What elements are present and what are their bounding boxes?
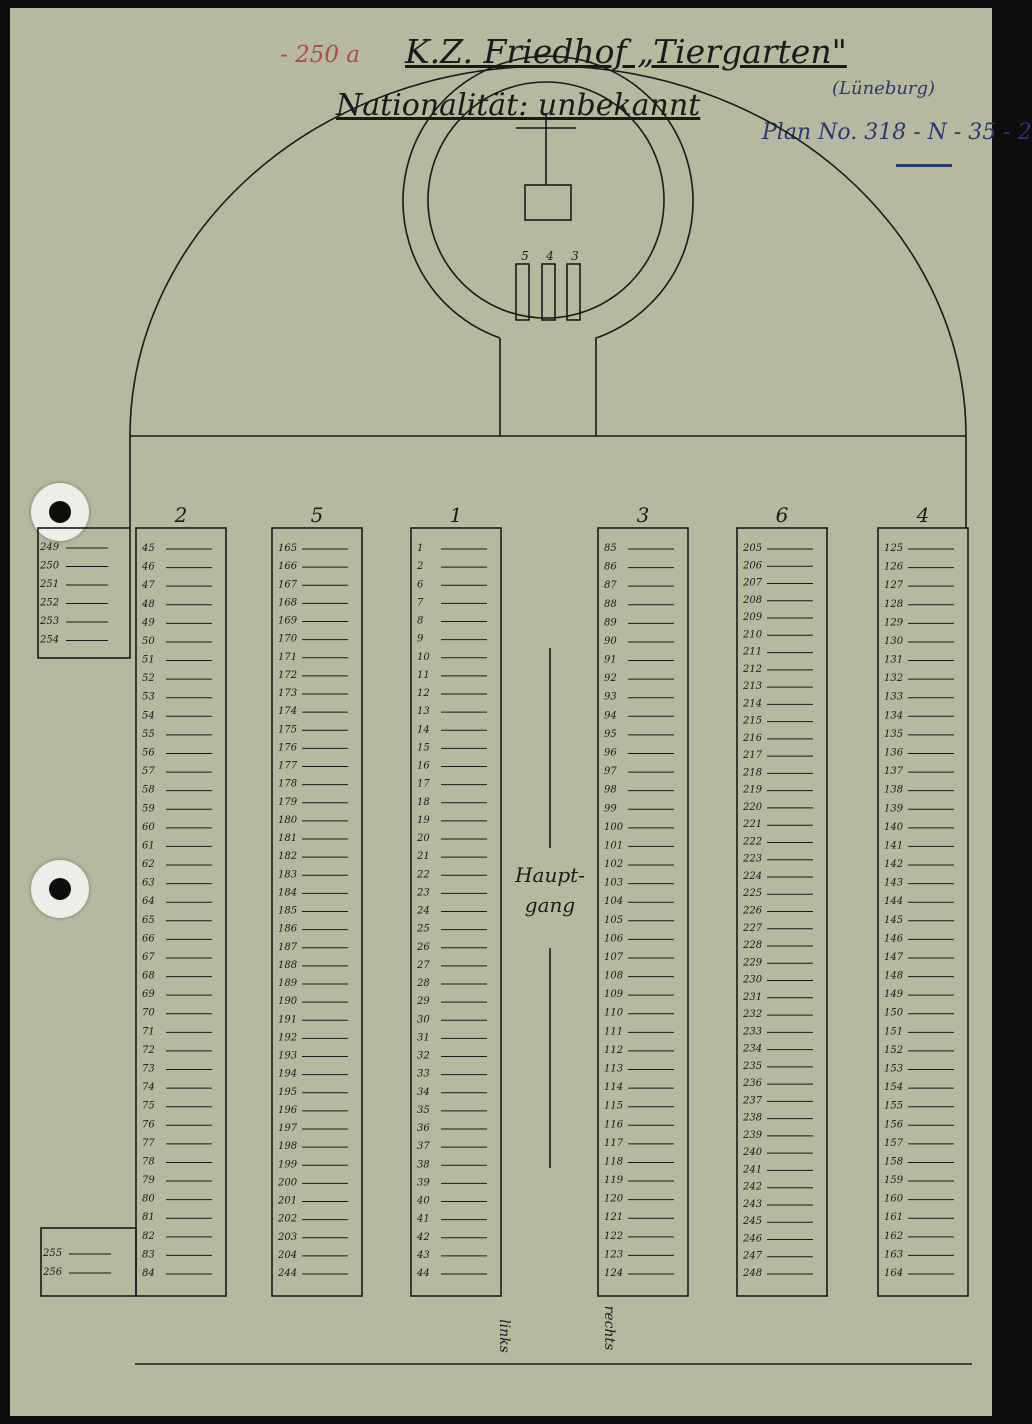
grave-number: 174	[278, 706, 298, 718]
grave-number: 111	[604, 1026, 624, 1038]
grave-number: 126	[884, 561, 904, 573]
grave-number: 66	[142, 933, 155, 945]
field-label: 2	[174, 503, 188, 527]
grave-number: 215	[743, 715, 763, 727]
grave-number: 17	[417, 778, 430, 790]
grave-number: 64	[142, 896, 155, 908]
grave-number: 38	[417, 1159, 430, 1171]
grave-number: 65	[142, 914, 155, 926]
aisle-label-haupt: Haupt-	[515, 863, 585, 887]
grave-number: 149	[884, 989, 904, 1001]
grave-number: 177	[278, 760, 298, 772]
grave-number: 185	[278, 905, 298, 917]
grave-number: 214	[743, 698, 763, 710]
grave-number: 184	[278, 887, 298, 899]
grave-number: 105	[604, 914, 624, 926]
grave-number: 37	[417, 1141, 430, 1153]
grave-number: 172	[278, 669, 298, 681]
grave-number: 137	[884, 766, 904, 778]
grave-number: 23	[417, 887, 430, 899]
grave-number: 10	[417, 651, 430, 663]
grave-number: 53	[142, 691, 155, 703]
grave-number: 154	[884, 1082, 904, 1094]
grave-number: 162	[884, 1230, 904, 1242]
grave-number: 168	[278, 597, 298, 609]
grave-number: 25	[417, 923, 430, 935]
side-block-bottom	[41, 1228, 136, 1296]
grave-number: 44	[417, 1268, 430, 1279]
grave-number: 119	[604, 1175, 624, 1187]
grave-number: 31	[417, 1032, 430, 1044]
grave-number: 240	[743, 1147, 763, 1159]
grave-number: 246	[743, 1233, 763, 1245]
grave-number: 224	[743, 870, 763, 882]
grave-number: 153	[884, 1063, 904, 1075]
memorial-grave-3	[567, 264, 580, 320]
grave-number: 15	[417, 742, 430, 754]
grave-number: 209	[743, 612, 763, 624]
grave-number: 160	[884, 1193, 904, 1205]
grave-number: 131	[884, 654, 904, 666]
grave-number: 192	[278, 1032, 298, 1044]
grave-number: 256	[43, 1267, 63, 1278]
memorial-grave-label: 4	[546, 249, 554, 263]
grave-number: 24	[417, 905, 430, 917]
grave-number: 112	[604, 1044, 624, 1056]
grave-number: 62	[142, 859, 155, 871]
grave-number: 197	[278, 1123, 298, 1134]
grave-number: 249	[40, 542, 60, 553]
grave-number: 49	[142, 617, 155, 629]
grave-number: 28	[417, 978, 430, 989]
grave-number: 117	[604, 1137, 624, 1149]
grave-number: 50	[142, 635, 155, 647]
grave-number: 22	[417, 869, 430, 881]
grave-number: 94	[604, 710, 617, 722]
grave-number: 57	[142, 766, 155, 778]
grave-number: 12	[417, 688, 430, 699]
grave-number: 201	[278, 1195, 298, 1207]
grave-number: 245	[743, 1216, 763, 1228]
grave-number: 46	[142, 561, 155, 573]
grave-number: 180	[278, 814, 298, 826]
grave-number: 103	[604, 877, 624, 889]
grave-number: 222	[743, 836, 763, 848]
grave-number: 18	[417, 796, 430, 808]
grave-number: 194	[278, 1068, 298, 1080]
grave-number: 80	[142, 1193, 155, 1205]
field-label: 5	[310, 503, 324, 527]
grave-number: 114	[604, 1082, 624, 1094]
grave-number: 207	[743, 577, 763, 589]
grave-number: 144	[884, 896, 904, 908]
grave-number: 158	[884, 1156, 904, 1168]
grave-number: 206	[743, 560, 763, 572]
grave-number: 156	[884, 1119, 904, 1131]
grave-number: 252	[40, 597, 60, 609]
grave-number: 161	[884, 1212, 904, 1224]
grave-number: 106	[604, 933, 624, 945]
grave-number: 236	[743, 1078, 763, 1090]
grave-number: 217	[743, 750, 763, 762]
grave-number: 98	[604, 784, 617, 796]
grave-number: 73	[142, 1063, 155, 1075]
grave-number: 21	[417, 851, 430, 863]
grave-number: 14	[417, 724, 430, 736]
grave-number: 148	[884, 970, 904, 982]
grave-number: 232	[743, 1009, 763, 1021]
grave-number: 120	[604, 1193, 624, 1205]
grave-number: 237	[743, 1095, 763, 1107]
grave-number: 218	[743, 767, 763, 779]
grave-number: 19	[417, 814, 430, 826]
grave-number: 125	[884, 543, 904, 554]
grave-number: 39	[417, 1177, 430, 1189]
grave-number: 51	[142, 654, 155, 666]
grave-number: 45	[142, 543, 155, 554]
grave-number: 110	[604, 1007, 624, 1019]
nationality-subtitle: Nationalität: unbekannt	[336, 88, 701, 123]
grave-number: 167	[278, 579, 298, 591]
grave-number: 228	[743, 940, 763, 952]
cemetery-title: K.Z. Friedhof „Tiergarten"	[405, 32, 847, 71]
grave-number: 181	[278, 833, 298, 844]
grave-number: 193	[278, 1050, 298, 1062]
grave-number: 203	[278, 1231, 298, 1243]
grave-number: 188	[278, 959, 298, 971]
grave-number: 196	[278, 1104, 298, 1116]
grave-number: 8	[417, 615, 424, 627]
grave-number: 155	[884, 1100, 904, 1112]
archive-code: - 250 a	[280, 42, 361, 68]
grave-number: 32	[417, 1050, 430, 1062]
grave-number: 164	[884, 1268, 904, 1279]
field-label: 4	[916, 503, 930, 527]
grave-number: 27	[417, 959, 430, 971]
grave-number: 229	[743, 957, 763, 969]
grave-number: 72	[142, 1044, 155, 1056]
grave-number: 152	[884, 1044, 904, 1056]
grave-number: 178	[278, 778, 298, 790]
grave-number: 199	[278, 1159, 298, 1171]
grave-number: 216	[743, 732, 763, 744]
grave-number: 198	[278, 1141, 298, 1153]
grave-number: 230	[743, 974, 763, 986]
memorial-grave-label: 3	[571, 249, 579, 263]
grave-number: 219	[743, 784, 763, 796]
grave-number: 77	[142, 1137, 155, 1149]
grave-number: 60	[142, 821, 155, 833]
grave-number: 84	[142, 1268, 155, 1279]
grave-number: 124	[604, 1268, 624, 1279]
grave-number: 97	[604, 766, 617, 778]
grave-number: 61	[142, 840, 155, 852]
grave-number: 20	[417, 833, 430, 844]
grave-number: 226	[743, 905, 763, 917]
grave-fields	[39, 503, 968, 1296]
grave-number: 255	[43, 1248, 63, 1259]
document-sheet	[10, 8, 1032, 1416]
field-label: 6	[775, 503, 789, 527]
grave-number: 48	[142, 598, 155, 610]
memorial-grave-label: 5	[521, 249, 529, 263]
grave-number: 134	[884, 710, 904, 722]
grave-number: 90	[604, 635, 617, 647]
grave-number: 59	[142, 803, 155, 815]
grave-number: 244	[278, 1268, 298, 1279]
grave-number: 175	[278, 724, 298, 736]
grave-number: 99	[604, 803, 617, 815]
grave-number: 142	[884, 859, 904, 871]
grave-number: 143	[884, 877, 904, 889]
grave-number: 43	[417, 1249, 430, 1261]
grave-number: 220	[743, 801, 763, 813]
grave-number: 56	[142, 747, 155, 759]
grave-number: 140	[884, 821, 904, 833]
grave-number: 104	[604, 896, 624, 908]
memorial-ring-outer	[403, 56, 693, 436]
grave-number: 86	[604, 561, 617, 573]
grave-number: 6	[417, 579, 424, 591]
grave-number: 176	[278, 742, 298, 754]
grave-number: 200	[278, 1177, 298, 1189]
grave-number: 151	[884, 1026, 904, 1038]
grave-number: 107	[604, 951, 624, 963]
grave-number: 127	[884, 580, 904, 592]
grave-number: 96	[604, 747, 617, 759]
grave-number: 123	[604, 1249, 624, 1261]
grave-number: 83	[142, 1249, 155, 1261]
grave-number: 26	[417, 941, 430, 953]
grave-number: 235	[743, 1060, 763, 1072]
grave-number: 173	[278, 688, 298, 699]
grave-number: 170	[278, 633, 298, 645]
grave-number: 54	[142, 710, 155, 722]
grave-number: 33	[417, 1068, 430, 1080]
grave-number: 195	[278, 1086, 298, 1098]
grave-number: 75	[142, 1100, 155, 1112]
grave-number: 129	[884, 617, 904, 629]
grave-number: 2	[417, 561, 424, 573]
grave-number: 100	[604, 821, 624, 833]
grave-number: 109	[604, 989, 624, 1001]
grave-number: 248	[743, 1268, 763, 1279]
grave-number: 139	[884, 803, 904, 815]
grave-number: 241	[743, 1164, 763, 1176]
grave-number: 227	[743, 922, 763, 934]
grave-number: 116	[604, 1119, 624, 1131]
grave-number: 30	[417, 1014, 430, 1026]
grave-number: 108	[604, 970, 624, 982]
grave-number: 190	[278, 996, 298, 1008]
memorial-stone	[525, 185, 571, 220]
grave-number: 115	[604, 1100, 624, 1112]
grave-number: 150	[884, 1007, 904, 1019]
grave-number: 102	[604, 859, 624, 871]
grave-number: 208	[743, 594, 763, 606]
plan-number: Plan No. 318 - N - 35 - 2	[762, 120, 1032, 145]
grave-number: 93	[604, 691, 617, 703]
grave-number: 189	[278, 978, 298, 989]
grave-number: 35	[417, 1104, 430, 1116]
grave-number: 89	[604, 617, 617, 629]
grave-number: 163	[884, 1249, 904, 1261]
aisle-right-label: rechts	[601, 1305, 617, 1351]
grave-number: 128	[884, 598, 904, 610]
grave-number: 85	[604, 543, 617, 554]
grave-number: 213	[743, 681, 763, 693]
grave-number: 182	[278, 851, 298, 863]
grave-number: 67	[142, 951, 155, 963]
grave-number: 40	[417, 1195, 430, 1207]
grave-number: 130	[884, 635, 904, 647]
aisle-left-label: links	[496, 1319, 512, 1353]
grave-number: 121	[604, 1212, 624, 1224]
grave-number: 202	[278, 1213, 298, 1225]
grave-number: 88	[604, 598, 617, 610]
grave-number: 118	[604, 1156, 624, 1168]
grave-number: 132	[884, 673, 904, 685]
grave-number: 211	[743, 646, 763, 658]
grave-number: 187	[278, 941, 298, 953]
grave-number: 82	[142, 1230, 155, 1242]
grave-number: 74	[142, 1082, 155, 1094]
grave-number: 63	[142, 877, 155, 889]
grave-number: 76	[142, 1119, 155, 1131]
grave-number: 210	[743, 629, 763, 641]
grave-number: 47	[142, 580, 155, 592]
grave-number: 92	[604, 673, 617, 685]
grave-number: 9	[417, 633, 424, 645]
grave-number: 7	[417, 597, 424, 609]
grave-number: 223	[743, 853, 763, 865]
grave-number: 34	[417, 1086, 430, 1098]
grave-number: 69	[142, 989, 155, 1001]
grave-number: 71	[142, 1026, 155, 1038]
grave-number: 16	[417, 760, 430, 772]
grave-number: 251	[40, 579, 60, 590]
grave-number: 250	[40, 560, 60, 572]
grave-number: 179	[278, 796, 298, 808]
grave-number: 183	[278, 869, 298, 881]
grave-number: 221	[743, 819, 763, 831]
grave-number: 122	[604, 1230, 624, 1242]
grave-number: 212	[743, 663, 763, 675]
grave-number: 165	[278, 543, 298, 554]
grave-number: 95	[604, 728, 617, 740]
grave-number: 145	[884, 914, 904, 926]
memorial-grave-5	[516, 264, 529, 320]
grave-number: 253	[40, 616, 60, 627]
grave-number: 247	[743, 1250, 763, 1262]
grave-number: 159	[884, 1175, 904, 1187]
grave-number: 166	[278, 561, 298, 573]
field-label: 1	[449, 503, 463, 527]
grave-number: 147	[884, 951, 904, 963]
grave-number: 234	[743, 1043, 763, 1055]
grave-number: 171	[278, 651, 298, 663]
grave-number: 101	[604, 840, 624, 852]
grave-number: 78	[142, 1156, 155, 1168]
grave-number: 70	[142, 1007, 155, 1019]
grave-number: 239	[743, 1129, 763, 1141]
grave-number: 243	[743, 1198, 763, 1210]
grave-number: 36	[417, 1123, 430, 1134]
grave-number: 87	[604, 580, 617, 592]
grave-number: 157	[884, 1137, 904, 1149]
grave-number: 141	[884, 840, 904, 852]
grave-number: 13	[417, 706, 430, 718]
grave-number: 29	[417, 996, 430, 1008]
grave-number: 191	[278, 1014, 298, 1026]
grave-number: 138	[884, 784, 904, 796]
grave-number: 81	[142, 1212, 155, 1224]
grave-number: 52	[142, 673, 155, 685]
grave-number: 91	[604, 654, 617, 666]
grave-number: 233	[743, 1026, 763, 1038]
grave-number: 205	[743, 543, 763, 554]
grave-number: 133	[884, 691, 904, 703]
grave-number: 1	[417, 543, 424, 554]
cemetery-plan	[10, 8, 992, 1416]
grave-number: 135	[884, 728, 904, 740]
grave-number: 169	[278, 615, 298, 627]
memorial-grave-4	[542, 264, 555, 320]
grave-number: 68	[142, 970, 155, 982]
grave-number: 11	[417, 669, 430, 681]
grave-number: 238	[743, 1112, 763, 1124]
grave-number: 242	[743, 1181, 763, 1193]
grave-number: 186	[278, 923, 298, 935]
aisle-label-gang: gang	[524, 893, 576, 917]
grave-number: 225	[743, 888, 763, 900]
field-label: 3	[636, 503, 650, 527]
grave-number: 55	[142, 728, 155, 740]
location-note: (Lüneburg)	[832, 78, 936, 99]
grave-number: 254	[40, 634, 60, 646]
grave-number: 79	[142, 1175, 155, 1187]
grave-number: 146	[884, 933, 904, 945]
grave-number: 58	[142, 784, 155, 796]
grave-number: 42	[417, 1231, 430, 1243]
grave-number: 41	[417, 1213, 430, 1225]
grave-number: 231	[743, 991, 763, 1003]
grave-number: 136	[884, 747, 904, 759]
grave-number: 113	[604, 1063, 624, 1075]
grave-number: 204	[278, 1249, 298, 1261]
